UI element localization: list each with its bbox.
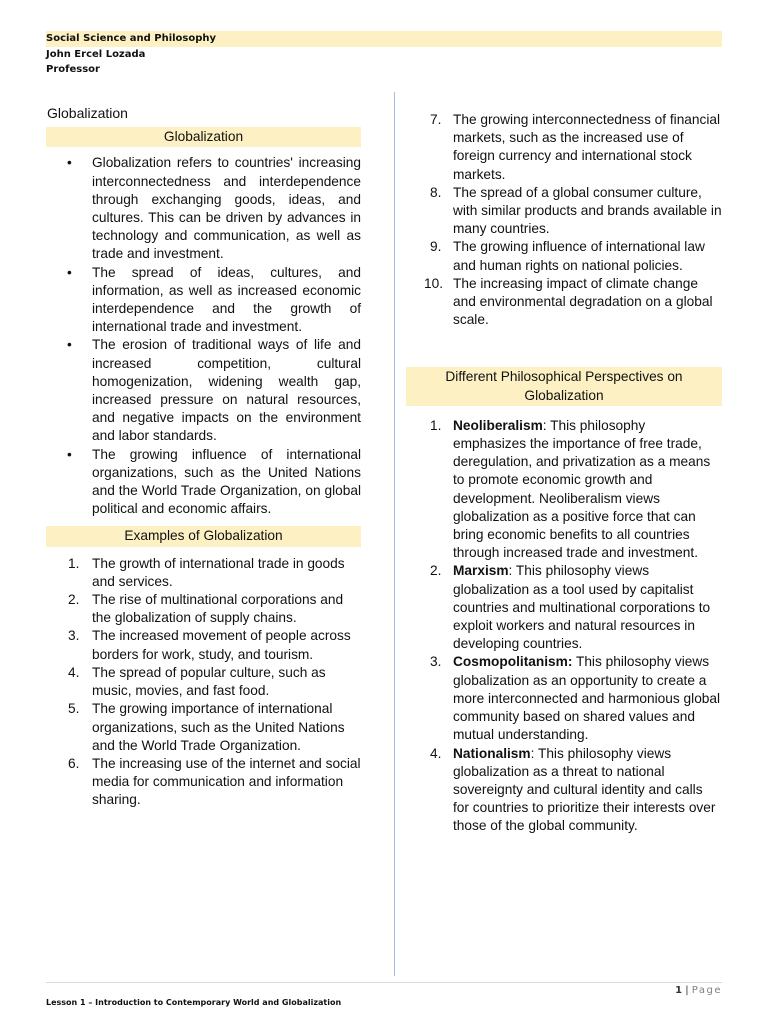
term-cosmopolitanism: Cosmopolitanism: — [453, 654, 573, 670]
author-role: Professor — [46, 64, 100, 75]
bullet-item: • The erosion of traditional ways of life and increased competition, cultural homogenization, widening wealth gap, increased pressure on natural resources, and negative impacts on the environment and labor standards. — [46, 336, 361, 445]
list-number: 10. — [424, 275, 444, 291]
list-number: 7. — [430, 112, 442, 127]
list-number: 3. — [68, 628, 80, 644]
term-neoliberalism: Neoliberalism — [453, 417, 543, 433]
list-item-text: The growing importance of international organizations, such as the United Nations and the World Trade Organization. — [92, 701, 345, 753]
list-item-text: The spread of a global consumer culture, with similar products and brands available in many countries. — [453, 184, 722, 237]
list-number: 4. — [430, 745, 442, 761]
course-title: Social Science and Philosophy — [46, 31, 722, 47]
page-separator: | — [682, 985, 692, 996]
term-marxism: Marxism — [453, 563, 509, 579]
list-item-text: The increasing use of the internet and social media for communication and information sharing. — [92, 755, 361, 808]
examples-list — [46, 555, 361, 810]
term-separator: : — [508, 563, 513, 579]
list-item — [406, 111, 722, 184]
term-separator: : — [542, 417, 547, 433]
page-number-value: 1 — [675, 985, 683, 996]
left-column — [46, 100, 361, 810]
term-separator: : — [530, 745, 535, 761]
examples-list-continued — [406, 111, 722, 329]
bullet-item: • The growing influence of international organizations, such as the United Nations and the World Trade Organization, on global political and economic affairs. — [46, 446, 361, 519]
list-item-text: The increasing impact of climate change and environmental degradation on a global scale. — [453, 275, 713, 328]
section-heading-examples: Examples of Globalization — [46, 526, 361, 546]
spacer — [406, 329, 722, 367]
list-number: 1. — [68, 555, 80, 571]
list-item-text: This philosophy views globalization as an opportunity to create a more interconnected and harmonious global community based on shared values and mutual understanding. — [453, 654, 721, 743]
list-item-text: This philosophy emphasizes the importance of free trade, deregulation, and privatization as a means to promote economic growth and development. Neoliberalism views globalization as a positive force that can bring economic benefits to all countries through increased trade and investment. — [453, 417, 711, 561]
footer-rule — [46, 982, 722, 983]
column-divider — [394, 92, 395, 976]
list-number: 6. — [68, 755, 80, 771]
author-name: John Ercel Lozada — [46, 48, 146, 60]
list-item-text: The growth of international trade in goods and services. — [92, 555, 345, 589]
list-item — [406, 238, 722, 274]
list-item-text: The spread of popular culture, such as music, movies, and fast food. — [92, 664, 326, 699]
list-item — [406, 562, 722, 653]
globalization-bullet-list — [46, 154, 361, 518]
list-item — [46, 627, 361, 663]
bullet-item: • Globalization refers to countries' increasing interconnectedness and interdependence through exchanging goods, ideas, and cultures. This can be driven by advances in technology and communication, as well as trade and investment. — [46, 154, 361, 263]
list-item — [46, 700, 361, 755]
list-item — [406, 184, 722, 239]
lesson-footer: Lesson 1 – Introduction to Contemporary World and Globalization — [46, 998, 342, 1007]
list-item — [46, 591, 361, 627]
list-item — [46, 664, 361, 700]
list-number: 2. — [68, 592, 80, 608]
page-number — [675, 985, 722, 996]
list-number: 1. — [430, 417, 442, 433]
document-header — [46, 31, 722, 78]
list-item — [406, 275, 722, 330]
document-title: Globalization — [47, 105, 128, 121]
term-nationalism: Nationalism — [453, 745, 531, 761]
perspectives-list — [406, 417, 722, 836]
list-item-text: This philosophy views globalization as a tool used by capitalist countries and multinational corporations to exploit workers and natural resources in developing countries. — [453, 563, 711, 652]
bullet-item: • The spread of ideas, cultures, and information, as well as increased economic interdependence and the growth of international trade and investment. — [46, 264, 361, 337]
list-item — [406, 417, 722, 563]
list-item — [46, 555, 361, 591]
list-number: 4. — [68, 664, 80, 680]
list-number: 2. — [430, 563, 442, 579]
list-item — [406, 745, 722, 836]
list-item-text: The increased movement of people across borders for work, study, and tourism. — [92, 628, 351, 662]
list-item — [46, 755, 361, 810]
section-heading-globalization: Globalization — [46, 127, 361, 147]
list-item — [406, 653, 722, 744]
right-column — [406, 111, 722, 836]
page-label: Page — [691, 985, 722, 996]
list-number: 9. — [430, 239, 442, 255]
section-heading-perspectives: Different Philosophical Perspectives on Globalization — [406, 367, 722, 405]
list-number: 5. — [68, 701, 80, 717]
list-item-text: The growing interconnectedness of financial markets, such as the increased use of foreign currency and international stock markets. — [453, 112, 721, 182]
list-number: 3. — [430, 654, 442, 670]
list-number: 8. — [430, 184, 442, 200]
list-item-text: The rise of multinational corporations and the globalization of supply chains. — [92, 592, 344, 626]
list-item-text: This philosophy views globalization as a threat to national sovereignty and cultural identity and calls for countries to prioritize their interests over those of the global community. — [453, 745, 716, 834]
list-item-text: The growing influence of international law and human rights on national policies. — [453, 239, 705, 273]
